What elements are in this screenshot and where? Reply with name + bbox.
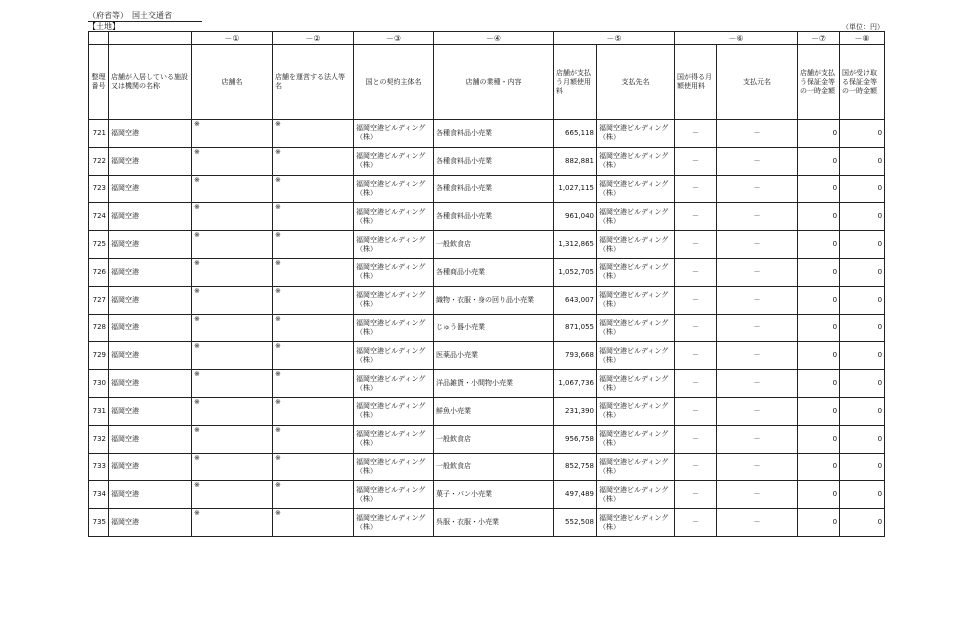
operator-name: ※ <box>273 175 354 203</box>
payee-name: 福岡空港ビルディング（株） <box>597 453 675 481</box>
store-name: ※ <box>192 258 273 286</box>
contract-entity: 福岡空港ビルディング（株） <box>354 370 434 398</box>
payer-name: － <box>717 120 798 148</box>
contract-entity: 福岡空港ビルディング（株） <box>354 342 434 370</box>
header-contract: 国との契約主体名 <box>354 45 434 120</box>
monthly-fee: 961,040 <box>554 203 597 231</box>
deposit-paid: 0 <box>798 203 840 231</box>
payee-name: 福岡空港ビルディング（株） <box>597 342 675 370</box>
store-name: ※ <box>192 425 273 453</box>
deposit-paid: 0 <box>798 509 840 537</box>
payer-name: － <box>717 147 798 175</box>
monthly-fee: 231,390 <box>554 397 597 425</box>
monthly-fee: 1,027,115 <box>554 175 597 203</box>
deposit-received: 0 <box>840 481 885 509</box>
deposit-paid: 0 <box>798 397 840 425</box>
deposit-received: 0 <box>840 231 885 259</box>
row-number: 733 <box>89 453 109 481</box>
column-code-row <box>89 32 885 45</box>
deposit-received: 0 <box>840 342 885 370</box>
monthly-fee: 665,118 <box>554 120 597 148</box>
deposit-paid: 0 <box>798 175 840 203</box>
operator-name: ※ <box>273 147 354 175</box>
business-type: 各種食料品小売業 <box>434 203 554 231</box>
table-row <box>89 453 885 481</box>
contract-entity: 福岡空港ビルディング（株） <box>354 509 434 537</box>
state-monthly-fee: － <box>675 231 717 259</box>
contract-entity: 福岡空港ビルディング（株） <box>354 314 434 342</box>
deposit-received: 0 <box>840 286 885 314</box>
deposit-paid: 0 <box>798 147 840 175</box>
operator-name: ※ <box>273 509 354 537</box>
deposit-paid: 0 <box>798 481 840 509</box>
category-label: 【土地】 <box>88 22 120 31</box>
business-type: 一般飲食店 <box>434 425 554 453</box>
business-type: 菓子・パン小売業 <box>434 481 554 509</box>
operator-name: ※ <box>273 397 354 425</box>
payee-name: 福岡空港ビルディング（株） <box>597 370 675 398</box>
column-code: －② <box>273 32 354 45</box>
monthly-fee: 871,055 <box>554 314 597 342</box>
store-name: ※ <box>192 370 273 398</box>
table-row <box>89 120 885 148</box>
payee-name: 福岡空港ビルディング（株） <box>597 203 675 231</box>
payer-name: － <box>717 481 798 509</box>
deposit-received: 0 <box>840 120 885 148</box>
facility-name: 福岡空港 <box>109 286 192 314</box>
payer-name: － <box>717 203 798 231</box>
payee-name: 福岡空港ビルディング（株） <box>597 509 675 537</box>
state-monthly-fee: － <box>675 342 717 370</box>
header-business: 店舗の業種・内容 <box>434 45 554 120</box>
payee-name: 福岡空港ビルディング（株） <box>597 481 675 509</box>
payee-name: 福岡空港ビルディング（株） <box>597 147 675 175</box>
payer-name: － <box>717 286 798 314</box>
contract-entity: 福岡空港ビルディング（株） <box>354 175 434 203</box>
business-type: 呉服・衣服・小売業 <box>434 509 554 537</box>
state-monthly-fee: － <box>675 397 717 425</box>
deposit-received: 0 <box>840 397 885 425</box>
deposit-paid: 0 <box>798 286 840 314</box>
contract-entity: 福岡空港ビルディング（株） <box>354 147 434 175</box>
column-code: －① <box>192 32 273 45</box>
business-type: 医薬品小売業 <box>434 342 554 370</box>
deposit-paid: 0 <box>798 453 840 481</box>
monthly-fee: 882,881 <box>554 147 597 175</box>
payee-name: 福岡空港ビルディング（株） <box>597 175 675 203</box>
unit-label: （単位：円） <box>842 23 884 31</box>
store-name: ※ <box>192 481 273 509</box>
row-number: 724 <box>89 203 109 231</box>
payer-name: － <box>717 342 798 370</box>
store-name: ※ <box>192 453 273 481</box>
facility-name: 福岡空港 <box>109 509 192 537</box>
row-number: 726 <box>89 258 109 286</box>
facility-name: 福岡空港 <box>109 342 192 370</box>
monthly-fee: 956,758 <box>554 425 597 453</box>
business-type: 鮮魚小売業 <box>434 397 554 425</box>
header-payer: 支払元名 <box>717 45 798 120</box>
business-type: 洋品雑貨・小間物小売業 <box>434 370 554 398</box>
column-code: －⑧ <box>840 32 885 45</box>
payer-name: － <box>717 397 798 425</box>
row-number: 732 <box>89 425 109 453</box>
facility-name: 福岡空港 <box>109 397 192 425</box>
row-number: 730 <box>89 370 109 398</box>
monthly-fee: 552,508 <box>554 509 597 537</box>
facility-name: 福岡空港 <box>109 314 192 342</box>
state-monthly-fee: － <box>675 509 717 537</box>
monthly-fee: 1,312,865 <box>554 231 597 259</box>
table-row <box>89 509 885 537</box>
row-number: 735 <box>89 509 109 537</box>
business-type: 各種食料品小売業 <box>434 147 554 175</box>
row-number: 728 <box>89 314 109 342</box>
table-row <box>89 425 885 453</box>
store-name: ※ <box>192 175 273 203</box>
payer-name: － <box>717 175 798 203</box>
table-row <box>89 203 885 231</box>
store-name: ※ <box>192 120 273 148</box>
row-number: 723 <box>89 175 109 203</box>
deposit-received: 0 <box>840 203 885 231</box>
business-type: 一般飲食店 <box>434 231 554 259</box>
contract-entity: 福岡空港ビルディング（株） <box>354 286 434 314</box>
operator-name: ※ <box>273 453 354 481</box>
deposit-paid: 0 <box>798 425 840 453</box>
column-code: －⑦ <box>798 32 840 45</box>
operator-name: ※ <box>273 342 354 370</box>
business-type: 一般飲食店 <box>434 453 554 481</box>
deposit-paid: 0 <box>798 258 840 286</box>
header-monthly-fee: 店舗が支払う月額使用料 <box>554 45 597 120</box>
payee-name: 福岡空港ビルディング（株） <box>597 258 675 286</box>
column-header-row <box>89 45 885 120</box>
operator-name: ※ <box>273 231 354 259</box>
facility-name: 福岡空港 <box>109 147 192 175</box>
monthly-fee: 643,007 <box>554 286 597 314</box>
state-monthly-fee: － <box>675 120 717 148</box>
table-row <box>89 175 885 203</box>
store-name: ※ <box>192 286 273 314</box>
table-row <box>89 286 885 314</box>
deposit-received: 0 <box>840 147 885 175</box>
operator-name: ※ <box>273 425 354 453</box>
store-name: ※ <box>192 509 273 537</box>
state-monthly-fee: － <box>675 147 717 175</box>
table-row <box>89 147 885 175</box>
row-number: 731 <box>89 397 109 425</box>
row-number: 721 <box>89 120 109 148</box>
state-monthly-fee: － <box>675 175 717 203</box>
store-name: ※ <box>192 147 273 175</box>
facility-name: 福岡空港 <box>109 481 192 509</box>
state-monthly-fee: － <box>675 453 717 481</box>
facility-name: 福岡空港 <box>109 175 192 203</box>
store-name: ※ <box>192 203 273 231</box>
header-deposit-received: 国が受け取る保証金等の一時金額 <box>840 45 885 120</box>
header-operator: 店舗を運営する法人等名 <box>273 45 354 120</box>
deposit-received: 0 <box>840 175 885 203</box>
payer-name: － <box>717 453 798 481</box>
deposit-paid: 0 <box>798 314 840 342</box>
table-row <box>89 231 885 259</box>
contract-entity: 福岡空港ビルディング（株） <box>354 425 434 453</box>
table-row <box>89 314 885 342</box>
row-number: 722 <box>89 147 109 175</box>
state-monthly-fee: － <box>675 314 717 342</box>
header-no: 整理番号 <box>89 45 109 120</box>
store-name: ※ <box>192 231 273 259</box>
contract-entity: 福岡空港ビルディング（株） <box>354 258 434 286</box>
row-number: 734 <box>89 481 109 509</box>
payer-name: － <box>717 231 798 259</box>
payee-name: 福岡空港ビルディング（株） <box>597 231 675 259</box>
operator-name: ※ <box>273 481 354 509</box>
table-row <box>89 342 885 370</box>
empty-header <box>89 32 109 45</box>
business-type: 各種食料品小売業 <box>434 120 554 148</box>
header-payee: 支払先名 <box>597 45 675 120</box>
facility-name: 福岡空港 <box>109 425 192 453</box>
column-code: －⑥ <box>675 32 798 45</box>
deposit-received: 0 <box>840 453 885 481</box>
state-monthly-fee: － <box>675 286 717 314</box>
payee-name: 福岡空港ビルディング（株） <box>597 397 675 425</box>
facility-name: 福岡空港 <box>109 370 192 398</box>
facility-name: 福岡空港 <box>109 203 192 231</box>
deposit-paid: 0 <box>798 120 840 148</box>
operator-name: ※ <box>273 258 354 286</box>
contract-entity: 福岡空港ビルディング（株） <box>354 203 434 231</box>
business-type: じゅう器小売業 <box>434 314 554 342</box>
contract-entity: 福岡空港ビルディング（株） <box>354 120 434 148</box>
payer-name: － <box>717 509 798 537</box>
payee-name: 福岡空港ビルディング（株） <box>597 120 675 148</box>
business-type: 各種食料品小売業 <box>434 175 554 203</box>
payee-name: 福岡空港ビルディング（株） <box>597 314 675 342</box>
contract-entity: 福岡空港ビルディング（株） <box>354 453 434 481</box>
row-number: 725 <box>89 231 109 259</box>
business-type: 織物・衣服・身の回り品小売業 <box>434 286 554 314</box>
state-monthly-fee: － <box>675 481 717 509</box>
operator-name: ※ <box>273 286 354 314</box>
payer-name: － <box>717 258 798 286</box>
store-name: ※ <box>192 314 273 342</box>
table-row <box>89 397 885 425</box>
state-monthly-fee: － <box>675 203 717 231</box>
facility-name: 福岡空港 <box>109 231 192 259</box>
empty-header <box>109 32 192 45</box>
deposit-received: 0 <box>840 509 885 537</box>
deposit-paid: 0 <box>798 342 840 370</box>
payer-name: － <box>717 314 798 342</box>
facility-name: 福岡空港 <box>109 258 192 286</box>
monthly-fee: 852,758 <box>554 453 597 481</box>
payer-name: － <box>717 370 798 398</box>
monthly-fee: 793,668 <box>554 342 597 370</box>
header-state-monthly: 国が得る月額使用料 <box>675 45 717 120</box>
table-row <box>89 370 885 398</box>
column-code: －③ <box>354 32 434 45</box>
header-store: 店舗名 <box>192 45 273 120</box>
header-facility: 店舗が入居している施設又は機関の名称 <box>109 45 192 120</box>
store-name: ※ <box>192 342 273 370</box>
table-row <box>89 258 885 286</box>
deposit-received: 0 <box>840 258 885 286</box>
monthly-fee: 1,052,705 <box>554 258 597 286</box>
row-number: 727 <box>89 286 109 314</box>
ministry-label: （府省等） 国土交通省 <box>88 11 202 22</box>
monthly-fee: 497,489 <box>554 481 597 509</box>
deposit-paid: 0 <box>798 370 840 398</box>
deposit-received: 0 <box>840 314 885 342</box>
contract-entity: 福岡空港ビルディング（株） <box>354 231 434 259</box>
row-number: 729 <box>89 342 109 370</box>
operator-name: ※ <box>273 120 354 148</box>
payee-name: 福岡空港ビルディング（株） <box>597 286 675 314</box>
contract-entity: 福岡空港ビルディング（株） <box>354 397 434 425</box>
table-row <box>89 481 885 509</box>
state-monthly-fee: － <box>675 258 717 286</box>
store-lease-table <box>88 31 885 537</box>
payer-name: － <box>717 425 798 453</box>
facility-name: 福岡空港 <box>109 453 192 481</box>
operator-name: ※ <box>273 203 354 231</box>
header-deposit-paid: 店舗が支払う保証金等の一時金額 <box>798 45 840 120</box>
facility-name: 福岡空港 <box>109 120 192 148</box>
column-code: －④ <box>434 32 554 45</box>
deposit-received: 0 <box>840 370 885 398</box>
payee-name: 福岡空港ビルディング（株） <box>597 425 675 453</box>
contract-entity: 福岡空港ビルディング（株） <box>354 481 434 509</box>
state-monthly-fee: － <box>675 425 717 453</box>
business-type: 各種商品小売業 <box>434 258 554 286</box>
column-code: －⑤ <box>554 32 675 45</box>
deposit-received: 0 <box>840 425 885 453</box>
deposit-paid: 0 <box>798 231 840 259</box>
state-monthly-fee: － <box>675 370 717 398</box>
store-name: ※ <box>192 397 273 425</box>
operator-name: ※ <box>273 314 354 342</box>
monthly-fee: 1,067,736 <box>554 370 597 398</box>
operator-name: ※ <box>273 370 354 398</box>
